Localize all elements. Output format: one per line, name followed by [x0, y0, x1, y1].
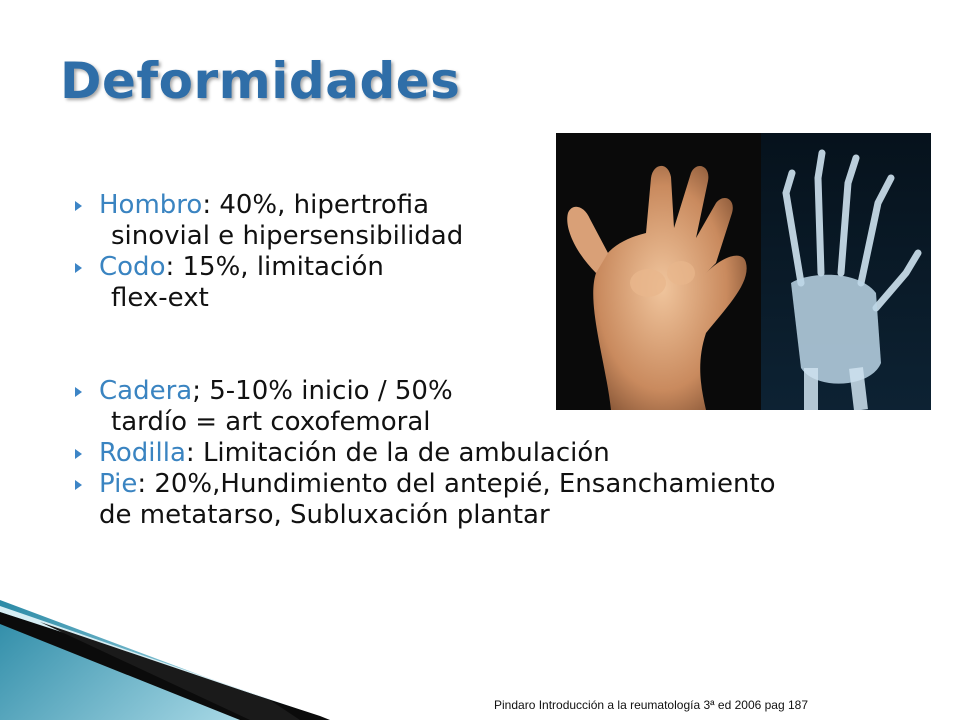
- bullet-rodilla: [75, 438, 935, 469]
- bullet-arrow-icon: [75, 387, 82, 397]
- bullet-term: Codo: [99, 252, 166, 282]
- bullet-continuation: de metatarso, Subluxación plantar: [99, 500, 550, 530]
- bullet-continuation: tardío = art coxofemoral: [111, 407, 431, 437]
- bullet-arrow-icon: [75, 449, 82, 459]
- bullet-term: Rodilla: [99, 438, 186, 468]
- bullet-text: : 20%,Hundimiento del antepié, Ensanchamiento: [137, 469, 776, 499]
- bullet-continuation: flex-ext: [111, 283, 209, 313]
- slide-title: Deformidades: [60, 52, 461, 110]
- bullet-arrow-icon: [75, 201, 82, 211]
- bullet-text: : 40%, hipertrofia: [202, 190, 430, 220]
- bullet-text: ; 5-10% inicio / 50%: [192, 376, 453, 406]
- citation: Pindaro Introducción a la reumatología 3ª ed 2006 pag 187: [494, 698, 808, 712]
- bullet-text: : Limitación de la de ambulación: [185, 438, 610, 468]
- bullet-cadera: [75, 376, 935, 438]
- bullet-codo: [75, 252, 935, 314]
- bullet-arrow-icon: [75, 263, 82, 273]
- bullet-pie: [75, 469, 935, 531]
- bullet-term: Pie: [99, 469, 138, 499]
- bullet-term: Cadera: [99, 376, 193, 406]
- bullet-continuation: sinovial e hipersensibilidad: [111, 221, 464, 251]
- bullet-term: Hombro: [99, 190, 203, 220]
- slide-decoration: [0, 560, 560, 720]
- bullet-text: : 15%, limitación: [165, 252, 384, 282]
- bullet-hombro: [75, 190, 935, 252]
- bullet-list: [75, 190, 935, 531]
- bullet-arrow-icon: [75, 480, 82, 490]
